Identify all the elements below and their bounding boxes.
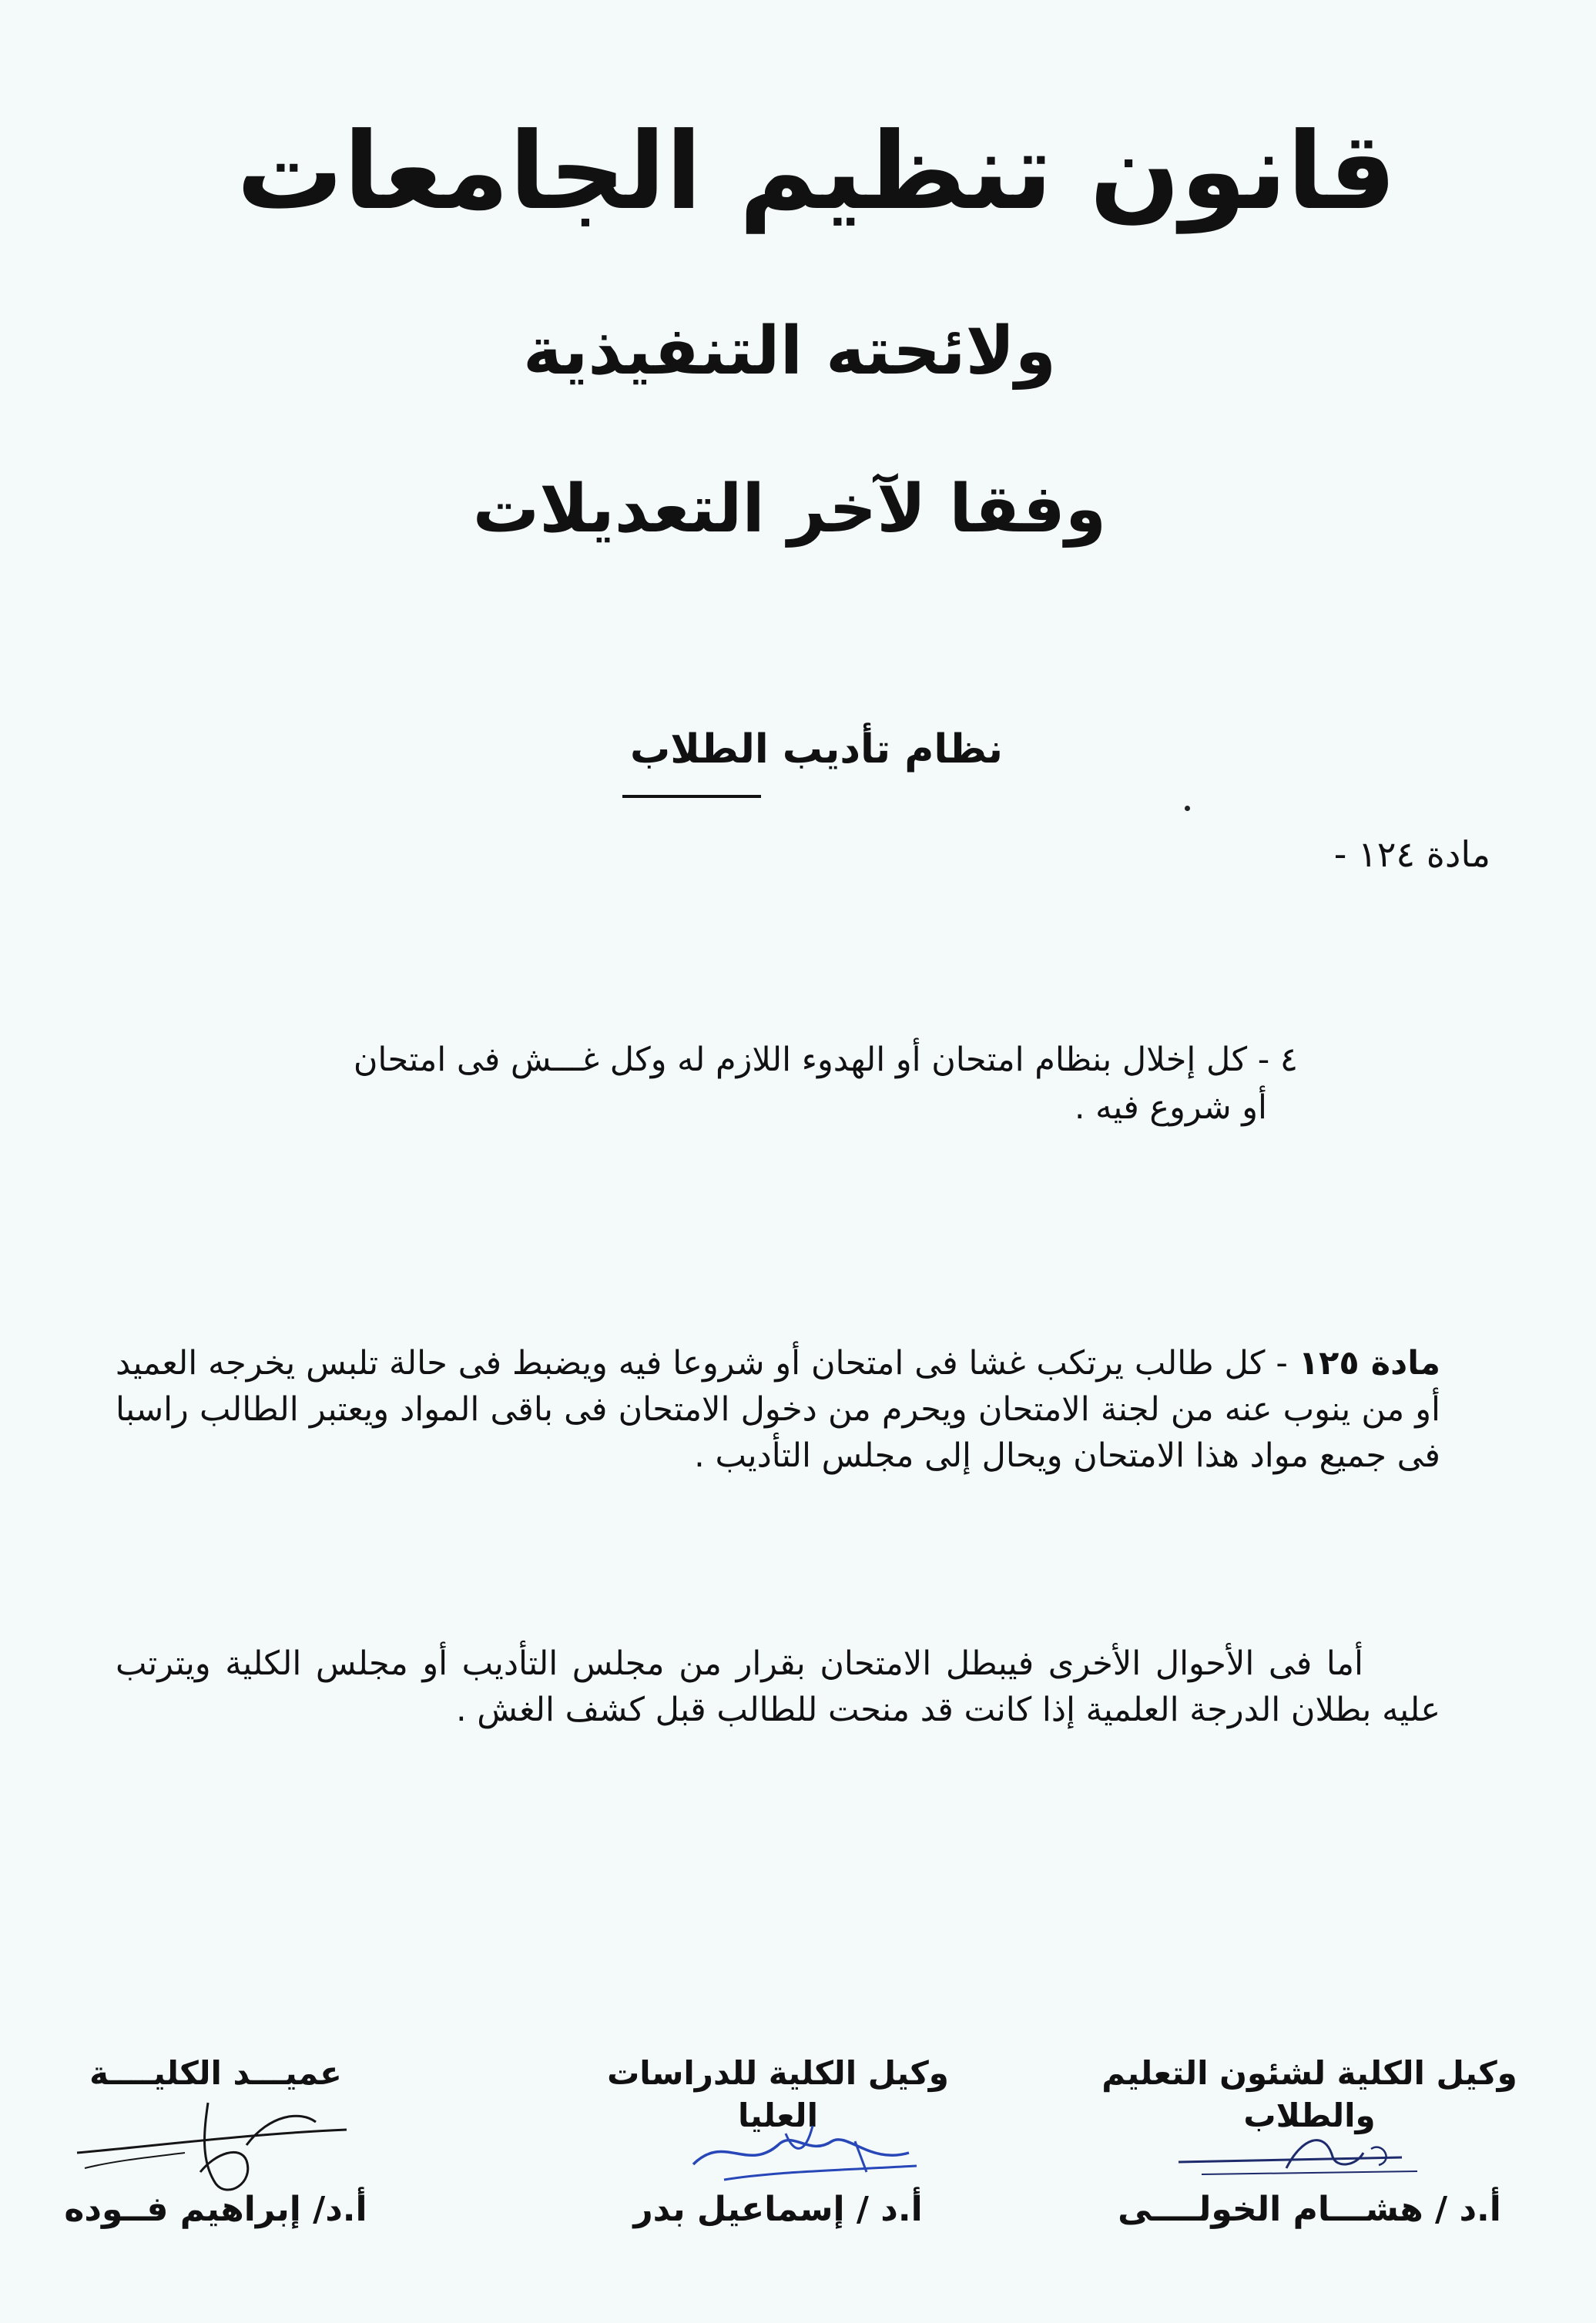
signature-title-vice-dean-graduate: وكيل الكلية للدراسات العليا <box>607 2054 949 2134</box>
article-125-text: - كل طالب يرتكب غشا فى امتحان أو شروعا فيه ويضبط فى حالة تلبس يخرجه العميد أو من ينوب عنه من لجنة الامتحان ويحرم من دخول الامتحان فى باقى المواد ويعتبر الطالب راسبا فى جميع مواد هذا الامتحان ويحال إلى مجلس التأديب . <box>116 1344 1440 1475</box>
article-125-other-cases: أما فى الأحوال الأخرى فيبطل الامتحان بقرار من مجلس التأديب أو مجلس الكلية ويترتب عليه بطلان الدرجة العلمية إذا كانت قد منحت للطالب قبل كشف الغش . <box>116 1644 1440 1729</box>
item-4-text: ٤ - كل إخلال بنظام امتحان أو الهدوء اللازم له وكل غـــش فى امتحان <box>353 1041 1298 1079</box>
signature-title-vice-dean-education: وكيل الكلية لشئون التعليم والطلاب <box>1101 2054 1517 2134</box>
heading-underline <box>622 795 761 798</box>
document-subtitle-amendments: وفقا لآخر التعديلات <box>472 471 1107 548</box>
signature-hesham-elkholy <box>1171 2114 1425 2184</box>
article-124-item-4 <box>108 1036 1298 1131</box>
document-title: قانون تنظيم الجامعات <box>236 109 1396 233</box>
article-125-paragraph <box>116 1340 1440 1479</box>
signature-title-dean: عميـــد الكليــــة <box>89 2054 342 2092</box>
signature-ismail-badr <box>678 2110 932 2195</box>
article-125-label: مادة ١٢٥ <box>1298 1344 1440 1383</box>
item-4-continuation: أو شروع فيه . <box>1074 1088 1267 1127</box>
section-heading: نظام تأديب الطلاب <box>629 726 1004 773</box>
document-subtitle-regulations: ولائحته التنفيذية <box>522 313 1057 390</box>
ink-dot <box>1185 806 1190 811</box>
signatory-name-ismail-badr: أ.د / إسماعيل بدر <box>633 2190 923 2229</box>
signatory-name-hesham-elkholy: أ.د / هشـــام الخولــــى <box>1118 2190 1501 2229</box>
signatory-name-ibrahim-fouda: أ.د/ إبراهيم فــوده <box>64 2190 367 2229</box>
article-124-label: مادة ١٢٤ - <box>1333 833 1490 875</box>
